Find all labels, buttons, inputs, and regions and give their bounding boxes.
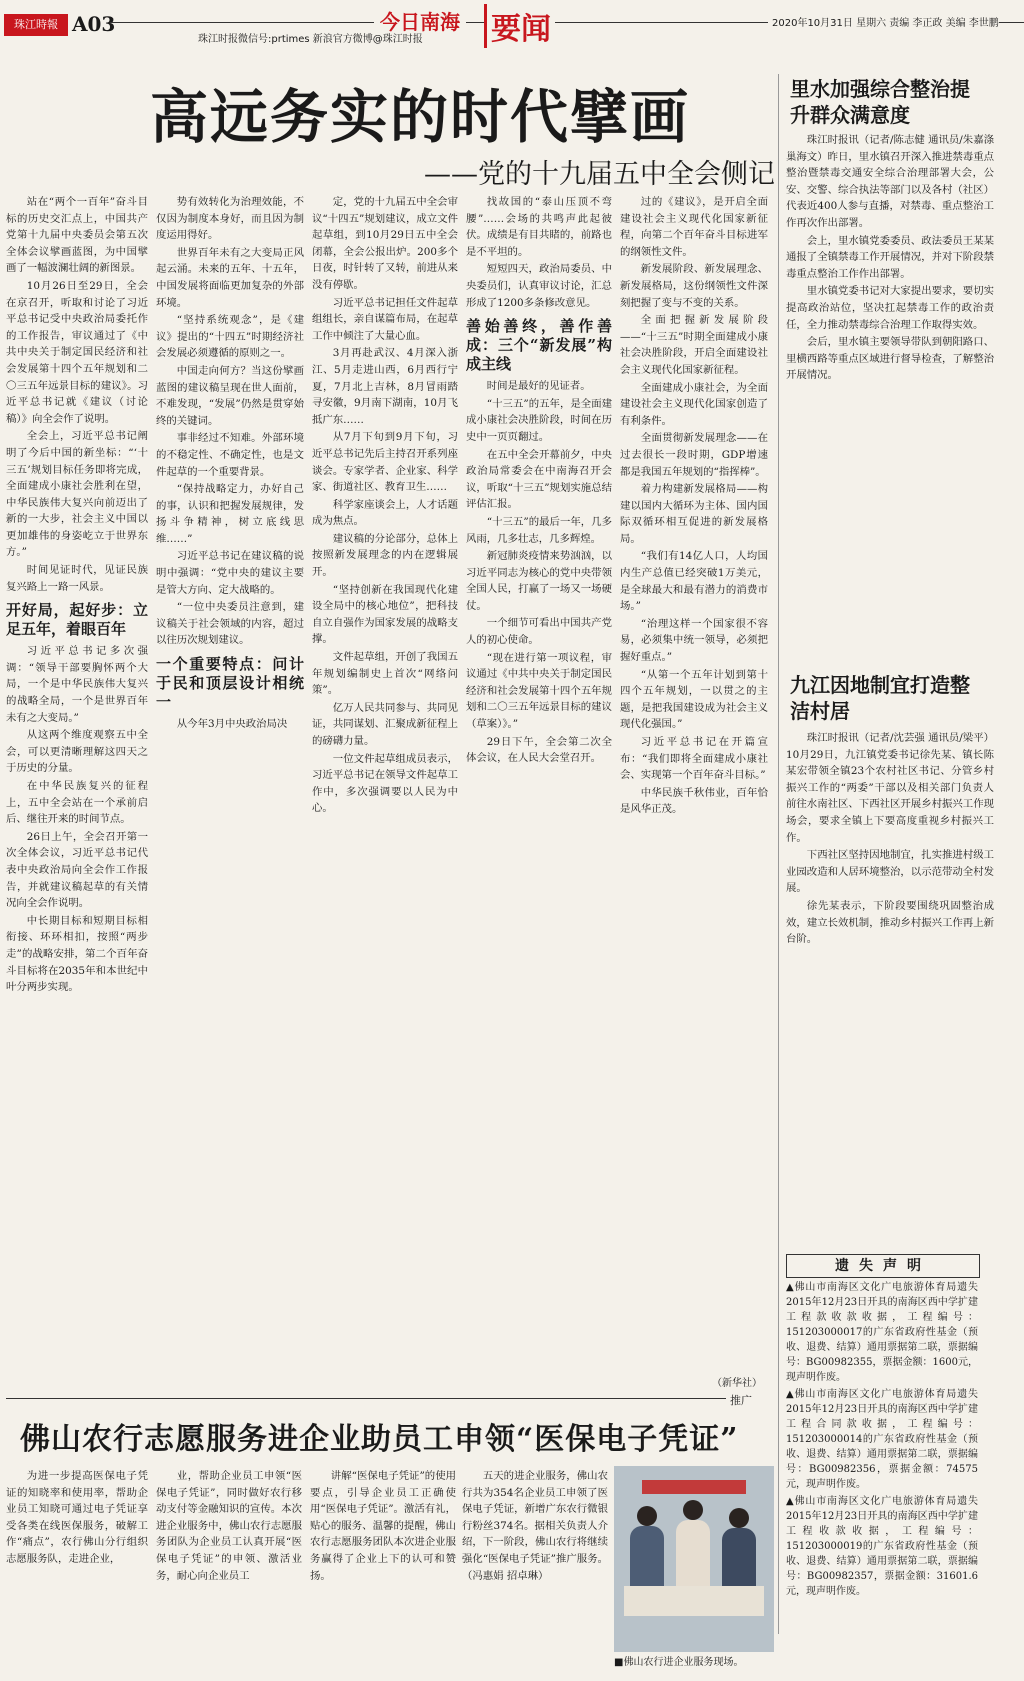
lost-notice-heading: 遗失声明: [786, 1254, 980, 1278]
paragraph: 时间见证时代，见证民族复兴路上一路一风景。: [6, 564, 148, 593]
photo-person: [722, 1528, 756, 1590]
paragraph: 文件起草组，开创了我国五年规划编制史上首次“网络问策”。: [312, 651, 458, 697]
promotion-tag: 推广: [730, 1394, 752, 1407]
news-photo: [614, 1466, 774, 1652]
paragraph: 3月再赴武汉、4月深入浙江、5月走进山西，6月西行宁夏，7月北上吉林，8月冒雨踏寻安徽，9月南下湖南，10月飞抵广东……: [312, 347, 458, 426]
paragraph: “从第一个五年计划到第十四个五年规划，一以贯之的主题，是把我国建设成为社会主义现代化强国。”: [620, 668, 768, 731]
paragraph: 新发展阶段、新发展理念、新发展格局，这份纲领性文件深刻把握了变与不变的关系。: [620, 263, 768, 309]
paragraph: 下西社区坚持因地制宜，扎实推进村级工业园改造和人居环境整治，以示范带动全村发展。: [786, 849, 994, 895]
section-label-today: 今日南海: [374, 6, 466, 35]
article-credit: （新华社）: [712, 1378, 762, 1389]
paragraph: “现在进行第一项议程，审议通过《中共中央关于制定国民经济和社会发展第十四个五年规划和二〇三五年远景目标的建议（草案）》。”: [466, 651, 612, 731]
notice-item: ▲佛山市南海区文化广电旅游体育局遗失2015年12月23日开具的南海区西中学扩建工程合同款收据，工程编号：151203000014的广东省政府性基金（预收、退费、结算）通用票据第二联，票据编号：BG00982356，票据金额：74575元，现声明作废。: [786, 1389, 978, 1490]
sidebar-headline-2: 九江因地制宜打造整洁村居: [790, 673, 970, 723]
photo-caption: ■佛山农行进企业服务现场。: [614, 1657, 744, 1668]
main-subheadline: ——党的十九届五中全会侧记: [424, 159, 775, 190]
paragraph: 五天的进企业服务，佛山农行共为354名企业员工申领了医保电子凭证，新增广东农行微银行粉丝374名。据相关负责人介绍，下一阶段，佛山农行将继续强化“医保电子凭证”推广服务。（冯惠娟 招卓琳）: [462, 1470, 608, 1582]
photo-table: [624, 1586, 764, 1616]
paragraph: 从这两个维度观察五中全会，可以更清晰理解这四天之于历史的分量。: [6, 729, 148, 775]
paragraph: 10月26日至29日，全会在京召开，听取和讨论了习近平总书记受中央政治局委托作的工作报告，审议通过了《中共中央关于制定国民经济和社会发展第十四个五年规划和二〇三五年远景目标的建议》。习近平总书记就《建议（讨论稿）》向全会作了说明。: [6, 279, 148, 425]
page-number: A03: [72, 12, 116, 36]
paragraph: “坚持创新在我国现代化建设全局中的核心地位”，把科技自立自强作为国家发展的战略支撑。: [312, 583, 458, 646]
main-headline: 高远务实的时代擘画: [150, 83, 691, 151]
bottom-column-4: [462, 1468, 608, 1678]
paragraph: “我们有14亿人口，人均国内生产总值已经突破1万美元，是全球最大和最有潜力的消费市场。”: [620, 550, 768, 613]
paragraph: “十三五”的五年，是全面建成小康社会决胜阶段，时间在历史中一页页翻过。: [466, 397, 612, 443]
article-column-1: [6, 194, 148, 1390]
paragraph: “治理这样一个国家很不容易，必须集中统一领导，必须把握好重点。”: [620, 617, 768, 664]
newspaper-logo: 珠江時報: [4, 14, 68, 36]
photo-person: [630, 1526, 664, 1590]
paragraph: “坚持系统观念”，是《建议》提出的“十四五”时期经济社会发展必须遵循的原则之一。: [156, 314, 304, 360]
section-heading: 善始善终，善作善成：三个“新发展”构成主线: [466, 317, 612, 374]
sidebar-story-1: [786, 132, 994, 608]
lost-notices: [786, 1280, 978, 1676]
article-column-2: [156, 194, 304, 1390]
paragraph: “十三五”的最后一年，几多风雨，几多壮志，几多辉煌。: [466, 515, 612, 545]
paragraph: 短短四天，政治局委员、中央委员们，认真审议讨论，汇总形成了1200多条修改意见。: [466, 263, 612, 309]
paragraph: 过的《建议》，是开启全面建设社会主义现代化国家新征程，向第二个百年奋斗目标进军的纲领性文件。: [620, 196, 768, 258]
paragraph: 科学家座谈会上，人才话题成为焦点。: [312, 498, 458, 528]
notice-item: ▲佛山市南海区文化广电旅游体育局遗失2015年12月23日开具的南海区西中学扩建工程款收款收据，工程编号：151203000017的广东省政府性基金（预收、退费、结算）通用票据第二联，票据编号：BG00982355，票据金额：1600元，现声明作废。: [786, 1282, 978, 1383]
paragraph: 站在“两个一百年”奋斗目标的历史交汇点上，中国共产党第十九届中央委员会第五次全体会议擘画蓝图，为中国擘画了一幅波澜壮阔的新图景。: [6, 196, 148, 275]
paragraph: 中长期目标和短期目标相衔接、环环相扣，按照“两步走”的战略安排，第二个百年奋斗目标将在2035年和本世纪中叶分两步实现。: [6, 914, 148, 994]
paragraph: 徐先某表示，下阶段要围绕巩固整治成效，建立长效机制，推动乡村振兴工作再上新台阶。: [786, 899, 994, 946]
bottom-column-2: [156, 1468, 302, 1678]
paragraph: 为进一步提高医保电子凭证的知晓率和使用率，帮助企业员工知晓可通过电子凭证享受各类在线医保服务，破解工作“痛点”，农行佛山分行组织志愿服务队，走进企业，: [6, 1470, 148, 1565]
article-column-3: [312, 194, 458, 1390]
paragraph: 时间是最好的见证者。: [486, 380, 591, 393]
paragraph: 26日上午，全会召开第一次全体会议，习近平总书记代表中央政治局向全会作工作报告，并就建议稿起草的有关情况向全会作说明。: [6, 830, 148, 910]
paragraph: 建议稿的分论部分，总体上按照新发展理念的内在逻辑展开。: [312, 532, 458, 579]
paragraph: 世界百年未有之大变局正风起云涌。未来的五年、十五年，中国发展将面临更加复杂的外部环境。: [156, 246, 304, 309]
photo-person-head: [637, 1506, 657, 1526]
paragraph: 业，帮助企业员工申领“医保电子凭证”，同时做好农行移动支付等金融知识的宣传。本次进企业服务中，佛山农行志愿服务团队为企业员工认真开展“医保电子凭证”的申领、激活业务，耐心向企业员工: [156, 1470, 302, 1582]
paragraph: 在五中全会开幕前夕，中央政治局常委会在中南海召开会议，听取“十三五”规划实施总结评估汇报。: [466, 448, 612, 511]
paragraph: 习近平总书记在建议稿的说明中强调：“党中央的建议主要是管大方向、定大战略的。: [156, 550, 304, 596]
photo-person-head: [729, 1508, 749, 1528]
paragraph: 会上，里水镇党委委员、政法委员王某某通报了全镇禁毒工作开展情况，并对下阶段禁毒重点整治工作作出部署。: [786, 234, 994, 280]
photo-banner: [642, 1480, 746, 1494]
paragraph: 全面建成小康社会，为全面建设社会主义现代化国家创造了有利条件。: [620, 381, 768, 427]
paragraph: 从今年3月中央政治局决: [176, 718, 288, 731]
notice-item: ▲佛山市南海区文化广电旅游体育局遗失2015年12月23日开具的南海区西中学扩建工程收款收据，工程编号：151203000019的广东省政府性基金（预收、退费、结算）通用票据第二联，票据编号：BG00982357，票据金额：31601.6元，现声明作废。: [786, 1496, 978, 1597]
paragraph: 里水镇党委书记对大家提出要求，要切实提高政治站位，坚决扛起禁毒工作的政治责任，全力推动禁毒综合治理工作取得实效。: [786, 285, 994, 331]
article-column-4: [466, 194, 612, 1390]
sidebar-headline-1: 里水加强综合整治提升群众满意度: [790, 77, 970, 127]
paragraph: 习近平总书记在开篇宣布：“我们即将全面建成小康社会、实现第一个百年奋斗目标。”: [620, 736, 768, 782]
paragraph: 习近平总书记担任文件起草组组长，亲自谋篇布局，在起草工作中倾注了大量心血。: [312, 296, 458, 342]
photo-person-head: [683, 1500, 703, 1520]
photo-person: [676, 1520, 710, 1590]
paragraph: 全面贯彻新发展理念——在过去很长一段时期，GDP增速都是我国五年规划的“指挥棒”。: [620, 432, 768, 478]
paragraph: 中华民族千秋伟业，百年恰是风华正茂。: [620, 786, 768, 816]
paragraph: 一位文件起草组成员表示，习近平总书记在领导文件起草工作中，多次强调要以人民为中心。: [312, 752, 458, 815]
paragraph: 全面把握新发展阶段——“十三五”时期全面建成小康社会决胜阶段，开启全面建设社会主义现代化国家新征程。: [620, 314, 768, 376]
paragraph: “保持战略定力，办好自己的事，认识和把握发展规律，发扬斗争精神，树立底线思维……”: [156, 483, 304, 545]
paragraph: 会后，里水镇主要领导带队到朝阳路口、里横西路等重点区域进行督导检查，了解整治开展情况。: [786, 336, 994, 382]
paragraph: 定，党的十九届五中全会审议“十四五”规划建议，成立文件起草组，到10月29日五中全会闭幕，全会公报出炉。200多个日夜，时针转了又转，前进从来没有停歇。: [312, 196, 458, 291]
section-label-main: 要闻: [484, 4, 555, 48]
paragraph: 在中华民族复兴的征程上，五中全会站在一个承前启后、继往开来的时间节点。: [6, 780, 148, 826]
masthead-strip: [0, 0, 1024, 46]
paragraph: 讲解“医保电子凭证”的使用要点，引导企业员工正确使用“医保电子凭证”。激活有礼，贴心的服务、温馨的提醒，佛山农行志愿服务团队本次进企业服务赢得了企业上下的认可和赞扬。: [310, 1470, 456, 1582]
paragraph: 中国走向何方？当这份擘画蓝图的建议稿呈现在世人面前，不难发现，“发展”仍然是贯穿始终的关键词。: [156, 364, 304, 427]
social-accounts: 珠江时报微信号:prtimes 新浪官方微博@珠江时报: [198, 34, 423, 45]
paragraph: 全会上，习近平总书记阐明了今后中国的新坐标：“‘十三五’规划目标任务即将完成，全面建成小康社会胜利在望，中华民族伟大复兴向前迈出了新的一大步，社会主义中国以更加雄伟的身姿屹立于世界东方。”: [6, 430, 148, 559]
paragraph: 事非经过不知难。外部环境的不稳定性、不确定性，也是文件起草的一个重要背景。: [156, 432, 304, 478]
column-divider: [778, 74, 779, 1634]
paragraph: 亿万人民共同参与、共同见证，共同谋划、汇聚成新征程上的磅礴力量。: [312, 701, 458, 747]
bottom-column-1: [6, 1468, 148, 1678]
paragraph: “一位中央委员注意到，建议稿关于社会领域的内容，超过以往历次规划建议。: [156, 601, 304, 647]
sidebar-story-2: [786, 730, 994, 1250]
paragraph: 着力构建新发展格局——构建以国内大循环为主体、国内国际双循环相互促进的新发展格局。: [620, 483, 768, 545]
paragraph: 新冠肺炎疫情来势汹汹，以习近平同志为核心的党中央带领全国人民，打赢了一场又一场硬仗。: [466, 550, 612, 612]
paragraph: 珠江时报讯（记者/沈芸强 通讯员/梁平）10月29日，九江镇党委书记徐先某、镇长陈某宏带领全镇23个农村社区书记、分管乡村振兴工作的“两委”干部以及相关部门负责人前往水南社区、下西社区开展乡村振兴工作现场会，要求全镇上下要高度重视乡村振兴工作。: [786, 732, 994, 844]
article-column-5: [620, 194, 768, 1390]
section-heading: 开好局，起好步：立足五年，着眼百年: [6, 601, 148, 639]
bottom-column-3: [310, 1468, 456, 1678]
bottom-headline: 佛山农行志愿服务进企业助员工申领“医保电子凭证”: [20, 1422, 739, 1457]
paragraph: 29日下午，全会第二次全体会议，在人民大会堂召开。: [466, 735, 612, 765]
paragraph: 一个细节可看出中国共产党人的初心使命。: [466, 617, 612, 647]
dateline: 2020年10月31日 星期六 责编 李正政 美编 李世鹏: [768, 14, 999, 29]
section-heading: 一个重要特点：问计于民和顶层设计相统一: [156, 655, 304, 712]
bottom-rule: [6, 1398, 726, 1399]
paragraph: 珠江时报讯（记者/陈志健 通讯员/朱嘉涤 巢海文）昨日，里水镇召开深入推进禁毒重点整治暨禁毒交通安全综合治理部署大会，公安、交警、综合执法等部门以及各村（社区）代表近400人参与直播，对禁毒、重点整治工作再次作出部署。: [786, 134, 994, 229]
paragraph: 从7月下旬到9月下旬，习近平总书记先后主持召开系列座谈会。专家学者、企业家、科学家、街道社区、教育卫生……: [312, 431, 458, 494]
paragraph: 习近平总书记多次强调：“领导干部要胸怀两个大局，一个是中华民族伟大复兴的战略全局，一个是世界百年未有之大变局。”: [6, 645, 148, 724]
paragraph: 找故国的“泰山压顶不弯腰”……会场的共鸣声此起彼伏。成绩是有目共睹的，前路也是不平坦的。: [466, 196, 612, 258]
paragraph: 势有效转化为治理效能，不仅因为制度本身好，而且因为制度运用得好。: [156, 196, 304, 242]
